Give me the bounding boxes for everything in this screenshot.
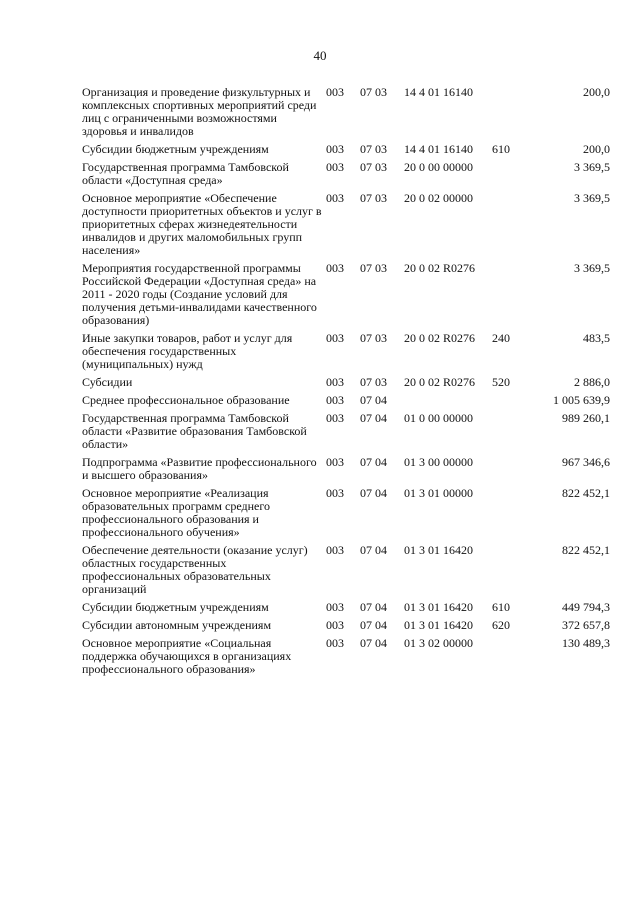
expense-type-code (492, 192, 532, 262)
item-name: Государственная программа Тамбовской области «Развитие образования Тамбовской области» (82, 411, 307, 451)
expense-type-code (492, 456, 532, 487)
ministry-code: 003 (326, 142, 344, 156)
ministry-code: 003 (326, 160, 344, 174)
amount: 372 657,8 (562, 618, 610, 632)
section-code: 07 03 (360, 191, 387, 205)
expense-type-code (492, 262, 532, 332)
section-code: 07 04 (360, 543, 387, 557)
expense-type-code: 240 (492, 331, 510, 345)
ministry-code: 003 (326, 455, 344, 469)
ministry-code: 003 (326, 331, 344, 345)
item-name: Обеспечение деятельности (оказание услуг) областных государственных профессиональных образовательных организаций (82, 543, 308, 596)
ministry-code: 003 (326, 543, 344, 557)
item-name: Субсидии автономным учреждениям (82, 618, 272, 632)
expense-type-code: 610 (492, 600, 510, 614)
section-code: 07 04 (360, 636, 387, 650)
section-code: 07 04 (360, 486, 387, 500)
table-row (82, 86, 610, 143)
target-article-code: 14 4 01 16140 (404, 142, 473, 156)
ministry-code: 003 (326, 191, 344, 205)
table-row (82, 637, 610, 681)
section-code: 07 04 (360, 618, 387, 632)
target-article-code: 01 0 00 00000 (404, 411, 473, 425)
section-code: 07 03 (360, 160, 387, 174)
amount: 967 346,6 (562, 455, 610, 469)
section-code: 07 03 (360, 85, 387, 99)
section-code: 07 03 (360, 142, 387, 156)
section-code: 07 03 (360, 261, 387, 275)
target-article-code: 01 3 01 16420 (404, 618, 473, 632)
target-article-code: 20 0 02 R0276 (404, 261, 476, 275)
table-row (82, 376, 610, 394)
expense-type-code: 520 (492, 375, 510, 389)
table-row (82, 262, 610, 332)
budget-table-body (82, 86, 610, 681)
table-row (82, 143, 610, 161)
section-code: 07 03 (360, 375, 387, 389)
table-row (82, 487, 610, 544)
amount: 200,0 (583, 85, 610, 99)
table-row (82, 619, 610, 637)
item-name: Субсидии (82, 375, 133, 389)
ministry-code: 003 (326, 600, 344, 614)
item-name: Иные закупки товаров, работ и услуг для обеспечения государственных (муниципальных) нужд (82, 331, 293, 371)
ministry-code: 003 (326, 636, 344, 650)
target-article-code: 20 0 00 00000 (404, 160, 473, 174)
expense-type-code (492, 394, 532, 412)
amount: 483,5 (583, 331, 610, 345)
item-name: Мероприятия государственной программы Российской Федерации «Доступная среда» на 2011 - 2020 годы (Создание условий для получения детьми-инвалидами качественного образования) (82, 261, 317, 327)
item-name: Основное мероприятие «Социальная поддержка обучающихся в организациях профессионального образования» (82, 636, 292, 676)
amount: 449 794,3 (562, 600, 610, 614)
ministry-code: 003 (326, 411, 344, 425)
item-name: Основное мероприятие «Обеспечение доступности приоритетных объектов и услуг в приоритетных сферах жизнедеятельности инвалидов и других маломобильных групп населения» (82, 191, 322, 257)
item-name: Государственная программа Тамбовской области «Доступная среда» (82, 160, 289, 187)
ministry-code: 003 (326, 261, 344, 275)
table-row (82, 544, 610, 601)
ministry-code: 003 (326, 85, 344, 99)
amount: 822 452,1 (562, 486, 610, 500)
target-article-code: 20 0 02 00000 (404, 191, 473, 205)
section-code: 07 04 (360, 455, 387, 469)
amount: 1 005 639,9 (553, 393, 610, 407)
section-code: 07 04 (360, 411, 387, 425)
item-name: Субсидии бюджетным учреждениям (82, 600, 269, 614)
target-article-code: 20 0 02 R0276 (404, 375, 476, 389)
expense-type-code (492, 161, 532, 192)
expense-type-code: 610 (492, 142, 510, 156)
ministry-code: 003 (326, 618, 344, 632)
expense-type-code (492, 637, 532, 681)
table-row (82, 192, 610, 262)
item-name: Организация и проведение физкультурных и комплексных спортивных мероприятий среди лиц с ограниченными возможностями здоровья и инвалидов (82, 85, 317, 138)
amount: 822 452,1 (562, 543, 610, 557)
expense-type-code (492, 487, 532, 544)
target-article-code (404, 394, 492, 412)
target-article-code: 01 3 01 16420 (404, 543, 473, 557)
budget-table (82, 86, 610, 681)
table-row (82, 394, 610, 412)
ministry-code: 003 (326, 393, 344, 407)
ministry-code: 003 (326, 486, 344, 500)
item-name: Среднее профессиональное образование (82, 393, 290, 407)
ministry-code: 003 (326, 375, 344, 389)
target-article-code: 01 3 02 00000 (404, 636, 473, 650)
amount: 130 489,3 (562, 636, 610, 650)
target-article-code: 14 4 01 16140 (404, 85, 473, 99)
target-article-code: 20 0 02 R0276 (404, 331, 476, 345)
table-row (82, 412, 610, 456)
section-code: 07 03 (360, 331, 387, 345)
expense-type-code (492, 412, 532, 456)
target-article-code: 01 3 00 00000 (404, 455, 473, 469)
section-code: 07 04 (360, 393, 387, 407)
amount: 2 886,0 (574, 375, 610, 389)
table-row (82, 161, 610, 192)
table-row (82, 456, 610, 487)
expense-type-code (492, 544, 532, 601)
table-row (82, 332, 610, 376)
amount: 200,0 (583, 142, 610, 156)
amount: 3 369,5 (574, 191, 610, 205)
expense-type-code: 620 (492, 618, 510, 632)
amount: 989 260,1 (562, 411, 610, 425)
item-name: Субсидии бюджетным учреждениям (82, 142, 269, 156)
target-article-code: 01 3 01 16420 (404, 600, 473, 614)
page-number: 40 (313, 48, 327, 63)
table-row (82, 601, 610, 619)
expense-type-code (492, 86, 532, 143)
item-name: Основное мероприятие «Реализация образовательных программ среднего профессионального образования и профессионального обучения» (82, 486, 270, 539)
amount: 3 369,5 (574, 261, 610, 275)
target-article-code: 01 3 01 00000 (404, 486, 473, 500)
amount: 3 369,5 (574, 160, 610, 174)
section-code: 07 04 (360, 600, 387, 614)
item-name: Подпрограмма «Развитие профессионального и высшего образования» (82, 455, 317, 482)
